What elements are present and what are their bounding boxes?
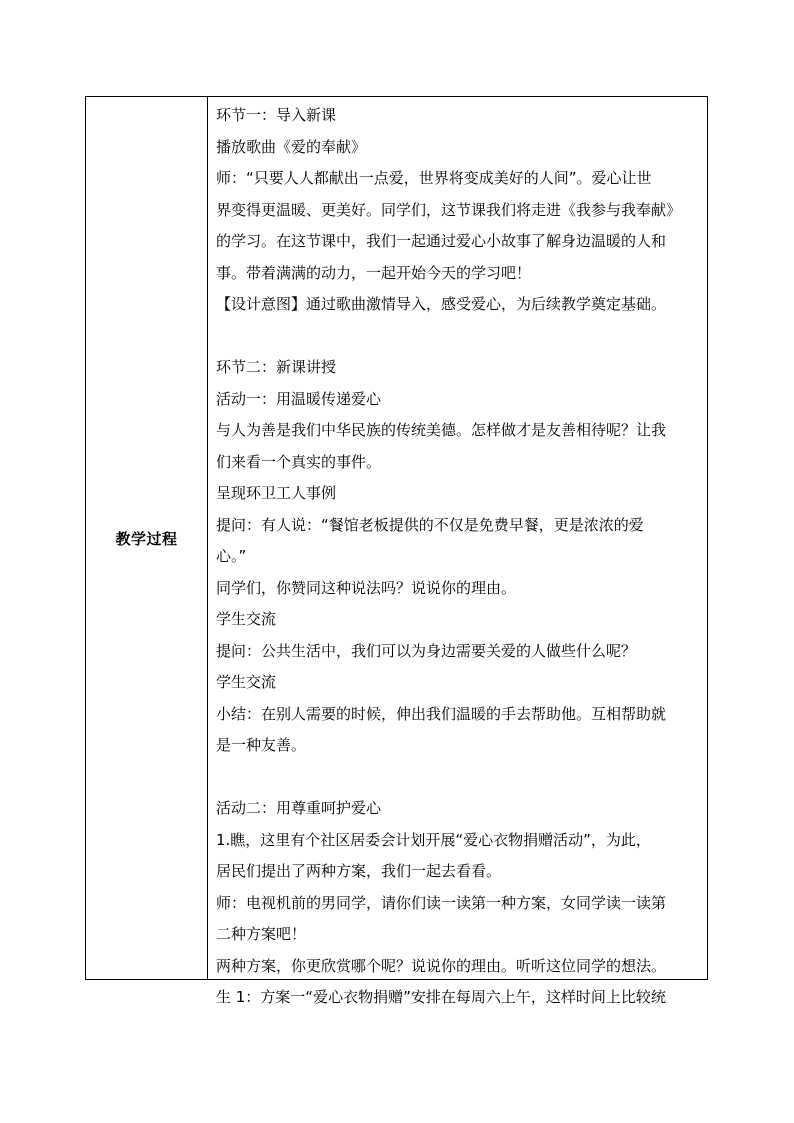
content-line: 事。带着满满的动力，一起开始今天的学习吧！: [216, 263, 532, 282]
content-line: 两种方案，你更欣赏哪个呢？说说你的理由。听听这位同学的想法。: [216, 956, 667, 975]
content-line: 同学们，你赞同这种说法吗？说说你的理由。: [216, 578, 517, 597]
content-line: 播放歌曲《爱的奉献》: [216, 137, 367, 156]
content-line: 提问：公共生活中，我们可以为身边需要关爱的人做些什么呢？: [216, 641, 637, 660]
content-cell: [208, 97, 707, 1006]
content-line: 心。”: [216, 547, 247, 565]
content-line: 师：电视机前的男同学，请你们读一读第一种方案，女同学读一读第: [216, 893, 667, 912]
content-line: 界变得更温暖、更美好。同学们，这节课我们将走进《我参与我奉献》: [216, 200, 682, 219]
content-line: 二种方案吧！: [216, 925, 307, 943]
content-line: 活动二：用尊重呵护爱心: [216, 799, 382, 817]
content-line: 的学习。在这节课中，我们一起通过爱心小故事了解身边温暖的人和: [216, 232, 667, 250]
content-line: 师：“只要人人都献出一点爱，世界将变成美好的人间”。爱心让世: [216, 169, 652, 187]
content-line: 1.瞧，这里有个社区居委会计划开展“爱心衣物捐赠活动”，为此，: [216, 830, 651, 849]
blank-line: [216, 321, 701, 353]
content-line: 学生交流: [216, 673, 277, 691]
content-line: 活动一：用温暖传递爱心: [216, 389, 382, 408]
content-line: 环节二：新课讲授: [216, 358, 337, 376]
row-label: 教学过程: [115, 529, 178, 548]
content-line: 呈现环卫工人事例: [216, 484, 337, 502]
content-line: 与人为善是我们中华民族的传统美德。怎样做才是友善相待呢？让我: [216, 421, 667, 439]
content-line: 环节一：导入新课: [216, 106, 337, 124]
content-line: 们来看一个真实的事件。: [216, 452, 382, 471]
content-line: 生 1：方案一“爱心衣物捐赠”安排在每周六上午，这样时间上比较统: [216, 988, 666, 1006]
content-line: 小结：在别人需要的时候，伸出我们温暖的手去帮助他。互相帮助就: [216, 704, 667, 723]
content-line: 是一种友善。: [216, 736, 307, 754]
lesson-table: [85, 96, 708, 1006]
row-label-cell: [86, 97, 208, 979]
content-line: 学生交流: [216, 610, 277, 628]
content-line: 居民们提出了两种方案，我们一起去看看。: [216, 862, 502, 880]
content-line: 【设计意图】通过歌曲激情导入，感受爱心，为后续教学奠定基础。: [216, 295, 667, 313]
content-line: 提问：有人说：“餐馆老板提供的不仅是免费早餐，更是浓浓的爱: [216, 515, 644, 534]
blank-line: [216, 762, 701, 794]
